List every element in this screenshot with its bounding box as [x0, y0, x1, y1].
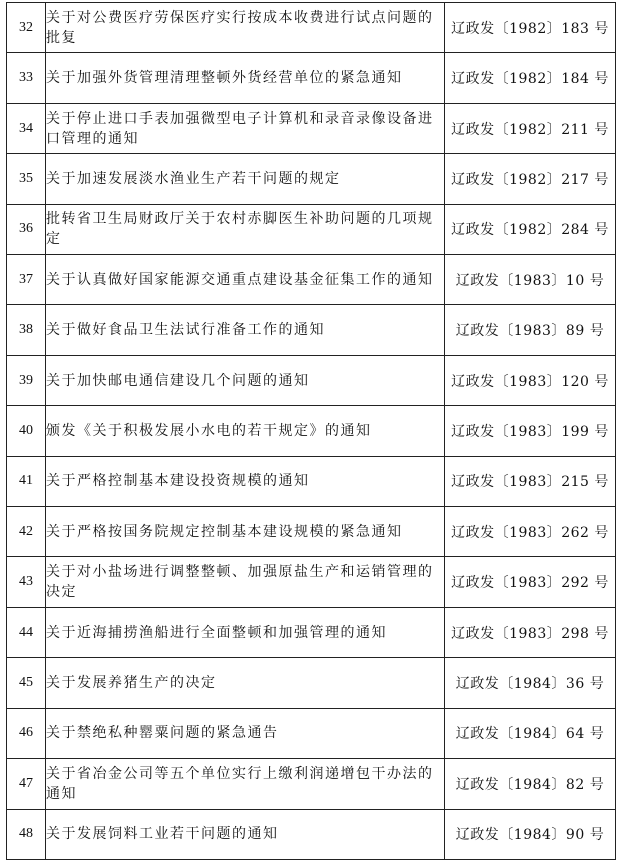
table-row [7, 406, 616, 456]
table-row [7, 456, 616, 506]
row-number: 39 [7, 355, 46, 405]
row-number: 38 [7, 305, 46, 355]
document-number: 辽政发〔1983〕10 号 [445, 255, 616, 305]
document-number: 辽政发〔1984〕36 号 [445, 658, 616, 708]
table-row [7, 154, 616, 204]
document-title: 关于近海捕捞渔船进行全面整顿和加强管理的通知 [46, 607, 445, 657]
document-number: 辽政发〔1983〕89 号 [445, 305, 616, 355]
table-row [7, 759, 616, 809]
table-row [7, 607, 616, 657]
row-number: 42 [7, 507, 46, 557]
document-number: 辽政发〔1983〕199 号 [445, 406, 616, 456]
row-number: 35 [7, 154, 46, 204]
document-title: 关于做好食品卫生法试行准备工作的通知 [46, 305, 445, 355]
row-number: 34 [7, 103, 46, 153]
table-row [7, 305, 616, 355]
document-number: 辽政发〔1982〕284 号 [445, 204, 616, 254]
row-number: 32 [7, 3, 46, 53]
table-row [7, 355, 616, 405]
document-number: 辽政发〔1982〕184 号 [445, 53, 616, 103]
row-number: 37 [7, 255, 46, 305]
table-row [7, 507, 616, 557]
row-number: 47 [7, 759, 46, 809]
row-number: 46 [7, 708, 46, 758]
table-row [7, 255, 616, 305]
document-number: 辽政发〔1983〕292 号 [445, 557, 616, 607]
document-title: 关于加速发展淡水渔业生产若干问题的规定 [46, 154, 445, 204]
table-row [7, 103, 616, 153]
document-title: 关于认真做好国家能源交通重点建设基金征集工作的通知 [46, 255, 445, 305]
row-number: 45 [7, 658, 46, 708]
document-title: 关于停止进口手表加强微型电子计算机和录音录像设备进口管理的通知 [46, 103, 445, 153]
row-number: 40 [7, 406, 46, 456]
document-title: 关于省冶金公司等五个单位实行上缴利润递增包干办法的通知 [46, 759, 445, 809]
document-title: 关于加快邮电通信建设几个问题的通知 [46, 355, 445, 405]
document-number: 辽政发〔1983〕262 号 [445, 507, 616, 557]
table-row [7, 53, 616, 103]
table-row [7, 658, 616, 708]
document-title: 关于严格按国务院规定控制基本建设规模的紧急通知 [46, 507, 445, 557]
table-row [7, 708, 616, 758]
row-number: 43 [7, 557, 46, 607]
document-number: 辽政发〔1984〕90 号 [445, 809, 616, 860]
document-title: 颁发《关于积极发展小水电的若干规定》的通知 [46, 406, 445, 456]
table-row [7, 809, 616, 860]
document-title: 关于严格控制基本建设投资规模的通知 [46, 456, 445, 506]
document-number: 辽政发〔1983〕215 号 [445, 456, 616, 506]
row-number: 36 [7, 204, 46, 254]
document-title: 关于对小盐场进行调整整顿、加强原盐生产和运销管理的决定 [46, 557, 445, 607]
row-number: 41 [7, 456, 46, 506]
document-title: 关于对公费医疗劳保医疗实行按成本收费进行试点问题的批复 [46, 3, 445, 53]
document-title: 关于禁绝私种罂粟问题的紧急通告 [46, 708, 445, 758]
table-row [7, 3, 616, 53]
document-number: 辽政发〔1982〕211 号 [445, 103, 616, 153]
document-number: 辽政发〔1982〕217 号 [445, 154, 616, 204]
table-row [7, 204, 616, 254]
document-number: 辽政发〔1982〕183 号 [445, 3, 616, 53]
document-title: 关于加强外货管理清理整顿外货经营单位的紧急通知 [46, 53, 445, 103]
row-number: 33 [7, 53, 46, 103]
document-number: 辽政发〔1983〕120 号 [445, 355, 616, 405]
document-number: 辽政发〔1984〕82 号 [445, 759, 616, 809]
document-title: 关于发展饲料工业若干问题的通知 [46, 809, 445, 860]
document-title: 批转省卫生局财政厅关于农村赤脚医生补助问题的几项规定 [46, 204, 445, 254]
row-number: 44 [7, 607, 46, 657]
document-list-table [6, 2, 616, 860]
row-number: 48 [7, 809, 46, 860]
table-row [7, 557, 616, 607]
document-number: 辽政发〔1983〕298 号 [445, 607, 616, 657]
document-number: 辽政发〔1984〕64 号 [445, 708, 616, 758]
document-title: 关于发展养猪生产的决定 [46, 658, 445, 708]
